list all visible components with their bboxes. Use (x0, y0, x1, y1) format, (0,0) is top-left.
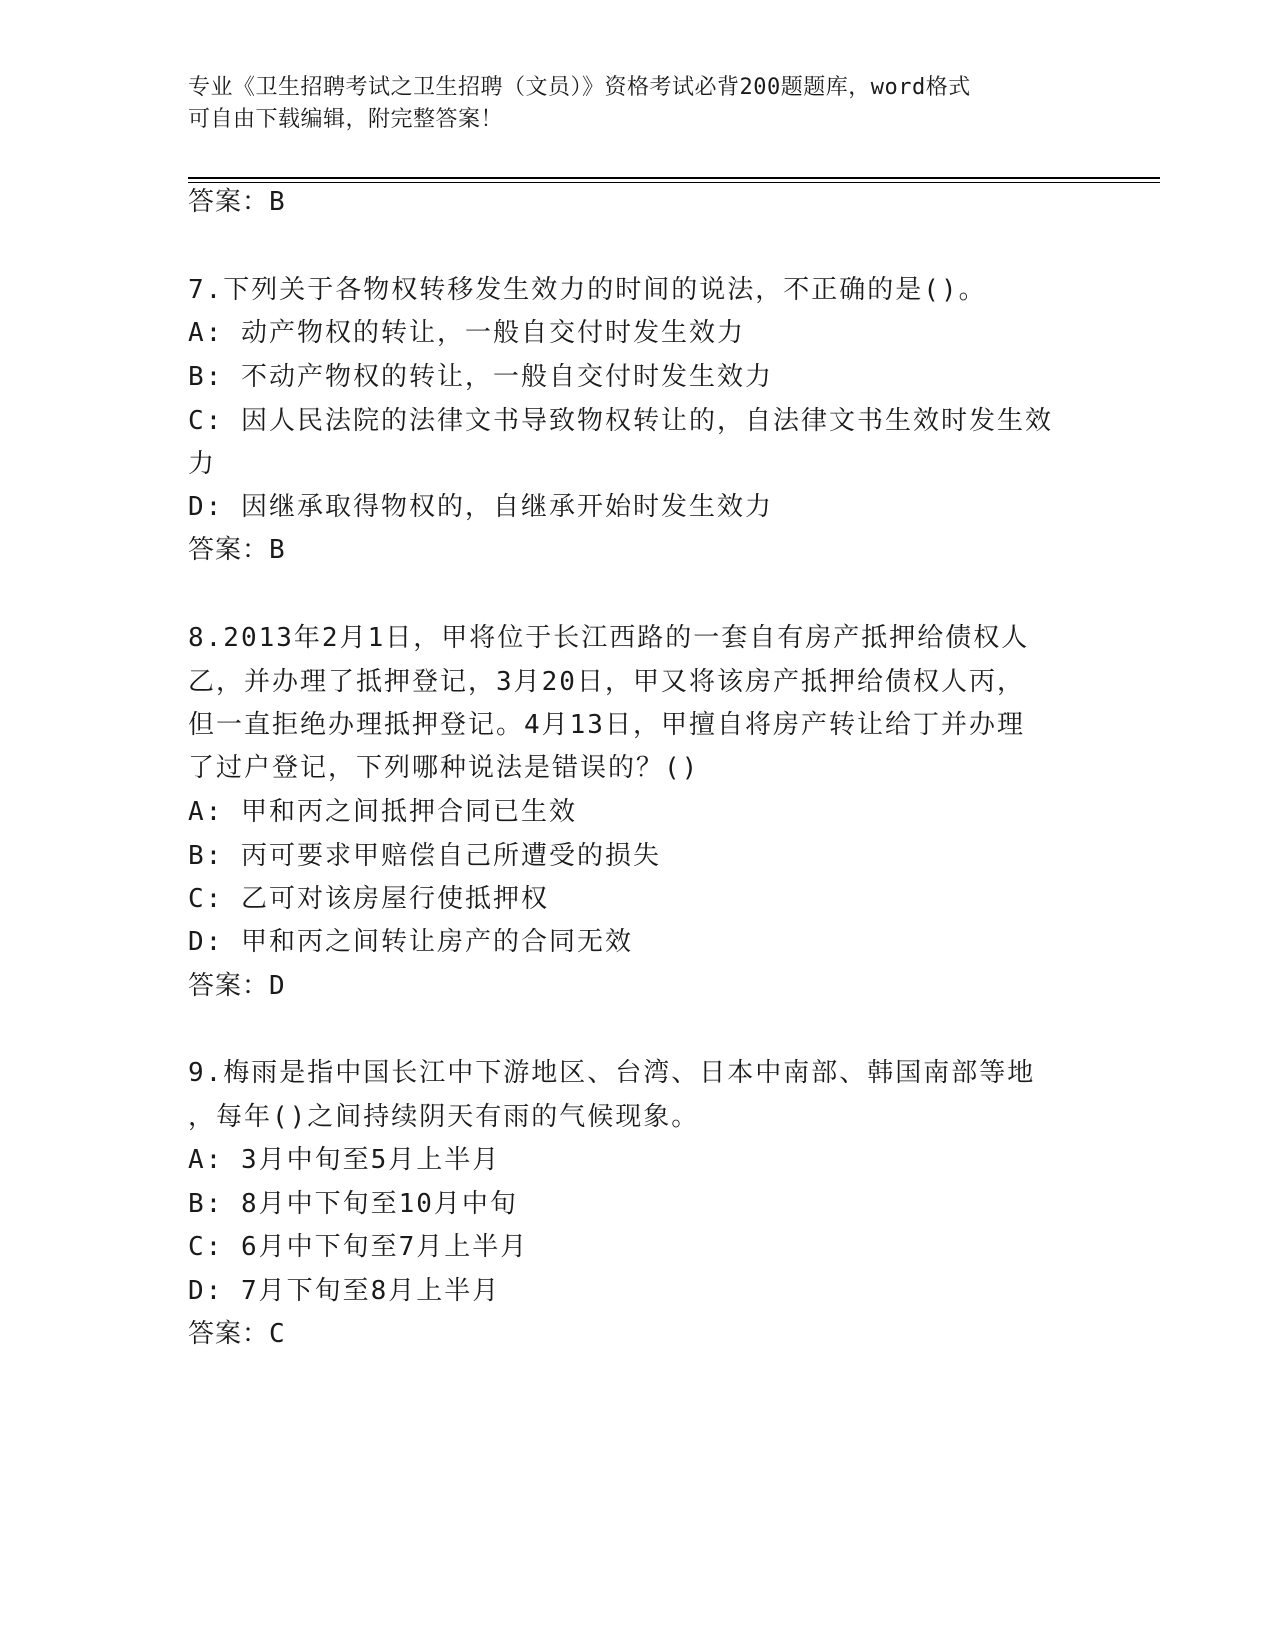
question-stem: 7.下列关于各物权转移发生效力的时间的说法，不正确的是()。 (188, 275, 987, 305)
question-option-c: C: 乙可对该房屋行使抵押权 (188, 884, 549, 914)
answer-line: 答案：C (188, 1319, 286, 1349)
question-option-b: B: 不动产物权的转让，一般自交付时发生效力 (188, 362, 773, 392)
question-option-a: A: 甲和丙之间抵押合同已生效 (188, 797, 577, 827)
header-divider (188, 182, 1160, 183)
question-option-d: D: 因继承取得物权的，自继承开始时发生效力 (188, 492, 773, 522)
question-option-c: 力 (188, 449, 217, 479)
question-stem: 9.梅雨是指中国长江中下游地区、台湾、日本中南部、韩国南部等地 (188, 1058, 1036, 1088)
question-option-a: A: 动产物权的转让，一般自交付时发生效力 (188, 318, 745, 348)
document-header (188, 72, 1068, 136)
question-option-c: C: 因人民法院的法律文书导致物权转让的，自法律文书生效时发生效 (188, 406, 1053, 436)
question-option-b: B: 丙可要求甲赔偿自己所遭受的损失 (188, 841, 661, 871)
question-stem: 了过户登记，下列哪种说法是错误的？() (188, 753, 700, 783)
answer-line: 答案：D (188, 971, 286, 1001)
answer-line: 答案：B (188, 187, 286, 217)
question-stem: 乙，并办理了抵押登记，3月20日，甲又将该房产抵押给债权人丙， (188, 667, 1025, 697)
question-option-b: B: 8月中下旬至10月中旬 (188, 1189, 518, 1219)
header-line: 可自由下载编辑，附完整答案！ (188, 107, 504, 132)
question-option-d: D: 甲和丙之间转让房产的合同无效 (188, 927, 633, 957)
question-stem: 但一直拒绝办理抵押登记。4月13日，甲擅自将房产转让给丁并办理 (188, 710, 1025, 740)
question-option-a: A: 3月中旬至5月上半月 (188, 1145, 501, 1175)
question-stem: 8.2013年2月1日，甲将位于长江西路的一套自有房产抵押给债权人 (188, 623, 1030, 653)
header-line: 专业《卫生招聘考试之卫生招聘（文员）》资格考试必背200题题库，word格式 (188, 75, 971, 100)
question-stem: ，每年()之间持续阴天有雨的气候现象。 (188, 1102, 700, 1132)
question-option-d: D: 7月下旬至8月上半月 (188, 1276, 501, 1306)
header-divider (188, 177, 1160, 179)
answer-line: 答案：B (188, 535, 286, 565)
question-option-c: C: 6月中下旬至7月上半月 (188, 1232, 529, 1262)
